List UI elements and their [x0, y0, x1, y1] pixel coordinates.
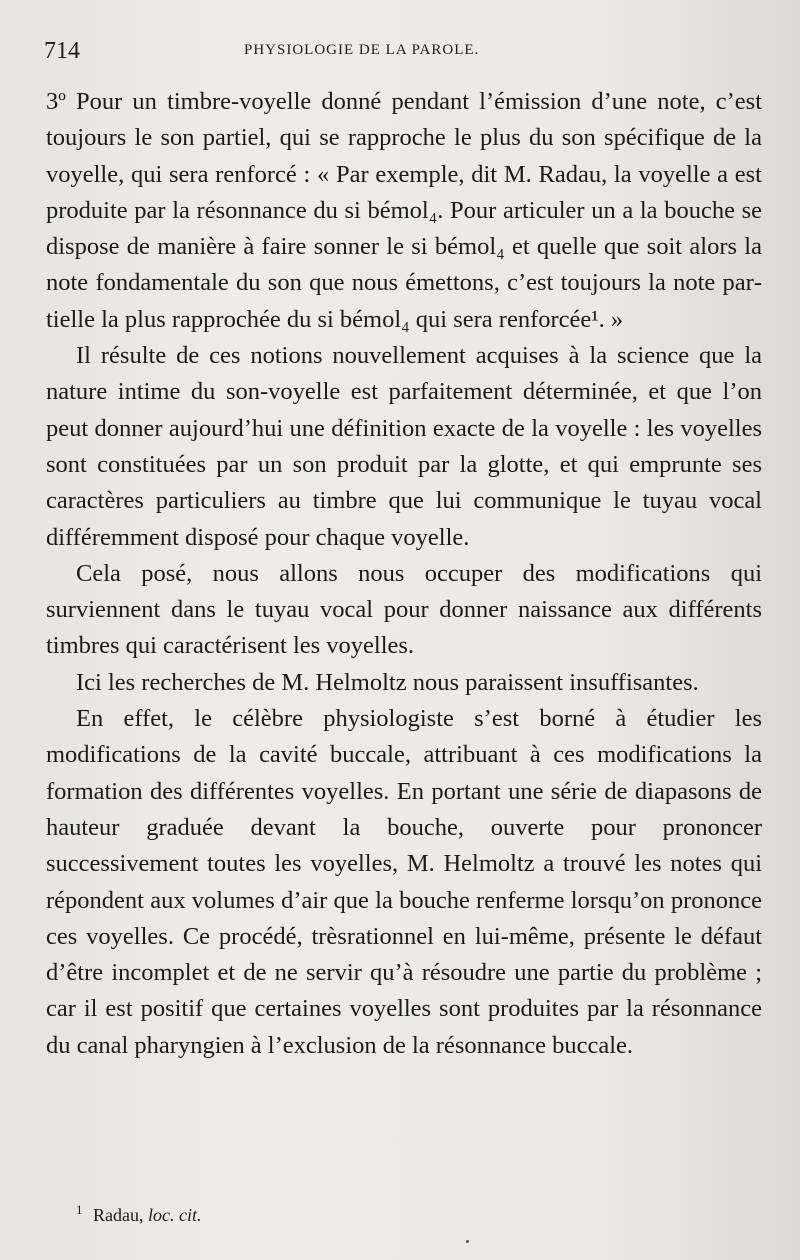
footnote-author: Radau,	[93, 1205, 144, 1225]
body-text	[46, 84, 762, 1064]
paragraph-5: En effet, le célèbre physiologiste s’est borné à étudier les modifications de la cavité buccale, attribuant à ces modifications la formation des différentes voyelles. En portant une série de diapasons de hauteur graduée devant la bouche, ouverte pour prononcer successivement toutes les voyelles, M. Helmoltz a trouvé les notes qui répondent aux volumes d’air que la bouche renferme lorsqu’on prononce ces voyelles. Ce procédé, trèsrationnel en lui-même, présente le défaut d’être incomplet et de ne servir qu’à résoudre une partie du problème ; car il est positif que certaines voyelles sont produites par la résonnance du canal pharyngien à l’exclusion de la résonnance buccale.	[46, 705, 762, 1059]
paragraph-2: Il résulte de ces notions nouvellement acquises à la science que la nature intime du son-voyelle est parfaitement déterminée, et que l’on peut donner aujourd’hui une définition exacte de la voyelle : les voyelles sont constituées par un son produit par la glotte, et qui emprunte ses caractères particuliers au timbre que lui communique le tuyau vocal différemment disposé pour chaque voyelle.	[46, 342, 762, 551]
paragraph-3: Cela posé, nous allons nous occuper des modifications qui surviennent dans le tuyau vocal pour donner naissance aux différents timbres qui caractérisent les voyelles.	[46, 559, 762, 660]
running-title: PHYSIOLOGIE DE LA PAROLE.	[244, 42, 480, 58]
page-header	[44, 38, 760, 68]
paragraph-4: Ici les recherches de M. Helmoltz nous paraissent insuffisantes.	[76, 668, 699, 696]
page-number: 714	[44, 38, 80, 64]
footnote-number: 1	[76, 1202, 83, 1217]
print-speck	[466, 1240, 469, 1243]
footnote-ref: loc. cit.	[147, 1205, 202, 1225]
paragraph-1: 3º Pour un timbre-voyelle donné pendant l’émission d’une note, c’est toujours le son partiel, qui se rapproche le plus du son spécifique de la voyelle, qui sera renforcé : « Par exemple, dit M. Radau, la voyelle a est produite par la résonnance du si bémol₄. Pour articuler un a la bouche se dispose de manière à faire sonner le si bémol₄ et quelle que soit alors la note fondamentale du son que nous émettons, c’est toujours la note partielle la plus rapprochée du si bémol₄ qui sera renforcée¹. »	[46, 88, 762, 333]
footnote	[76, 1202, 201, 1226]
